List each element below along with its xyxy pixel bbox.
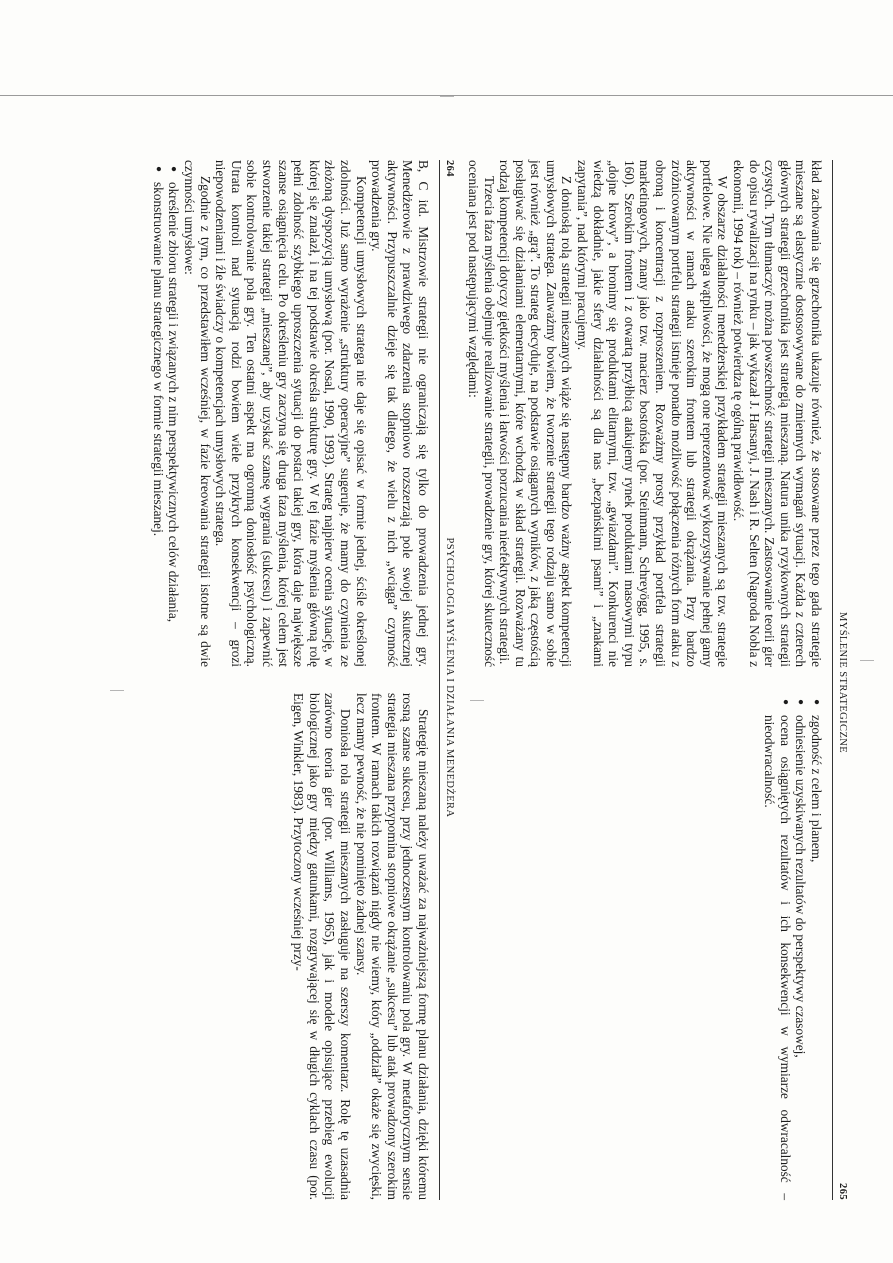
paragraph: Kompetencji umysłowych stratega nie daje się opisać w formie jednej, ściśle określonej zdolności. Już samo wyrażenie „struktury operacyjne” sugeruje, że mamy do czynienia ze złożoną dyspozycją umysłową (por. Nosal, 1990, 1993). Strateg najpierw ocenia sytuację, w której się znalazł, i na tej podstawie określa strukturę gry. W tej fazie myślenia główną rolę pełni zdolność szybkiego uproszczenia sytuacji do postaci takiej gry, która daje największe szanse osiągnięcia celu. Po określeniu gry zaczyna się druga faza myślenia, której celem jest stworzenie takiej strategii „mieszanej”, aby uzyskać szansę wygrania (sukcesu) i zapewnić sobie kontrolowanie pola gry. Ten ostatni aspekt ma ogromną doniosłość psychologiczną. Utrata kontroli nad sytuacją rodzi bowiem wiele przykrych konsekwencji – grozi niepowodzeniami i źle świadczy o kompetencjach umysłowych stratega. — [213, 160, 369, 667]
paragraph: kład zachowania się grzechotnika ukazuje również, że stosowane przez tego gada strategie mieszane są elastycznie dostosowywane do zmiennych wymagań sytuacji. Każda z czterech głównych strategii grzechotnika jest strategią mieszaną. Natura unika ryzykownych strategii czystych. Tym tłumaczyć można powszechność strategii mieszanych. Zastosowanie teorii gier do opisu rywalizacji na rynku – jak wykazał J. Harsanyi, J. Nash i R. Selten (Nagroda Nobla z ekonomii, 1994 rok) – również potwierdza tę ogólną prawidłowość. — [731, 160, 824, 667]
page-header — [832, 160, 848, 1200]
margin-mark — [440, 96, 454, 97]
list-item: ● ocena osiągniętych rezultatów i ich konsekwencji w wymiarze odwracalność – nieodwracalność. — [762, 715, 793, 1200]
margin-mark — [860, 660, 874, 661]
list-item: ● odniesienie uzyskiwanych rezultatów do perspektywy czasowej, — [793, 715, 809, 1200]
list-item: ● skonstruowanie planu strategicznego w formie strategii mieszanej. — [150, 182, 166, 667]
page-number: 264 — [444, 160, 455, 177]
left-page — [65, 160, 455, 1200]
running-head: MYŚLENIE STRATEGICZNE — [837, 611, 848, 754]
list-item: ● określenie zbioru strategii i związanych z nim perspektywicznych celów działania, — [166, 182, 182, 667]
list-item: ● zgodność z celem i planem, — [808, 715, 824, 1200]
paragraph: W obszarze działalności menedżerskiej przykładem strategii mieszanych są tzw. strategie portfelowe. Nie ulega wątpliwości, że mogą one reprezentować wykorzystywanie pełnej gamy aktywności w ramach ataku szerokim frontem lub strategii okrążania. Przy bardzo zróżnicowanym portfelu strategii istnieje ponadto możliwość połączenia różnych form ataku z obroną i koncentracji z rozproszeniem. Rozważmy prosty przykład portfela strategii marketingowych, znany jako tzw. macierz bostońska (por. Steinmann, Schreyögg, 1995, s. 160). Szerokim frontem i z otwartą przyłbicą atakujemy rynek produktami masowymi typu „dojne krowy”, a bronimy się produktami elitarnymi, tzw. „gwiazdami”. Konkurenci nie wiedzą dokładnie, jakie sfery działalności są dla nas „bezpańskimi psami” i „znakami zapytania”, nad którymi pracujemy. — [575, 160, 731, 667]
paragraph: Trzecia faza myślenia obejmuje realizowanie strategii, prowadzenie gry, której skuteczność oceniana jest pod następującymi względami: — [465, 160, 497, 667]
right-page — [458, 160, 848, 1200]
page-body — [464, 160, 824, 1200]
paragraph: Doniosła rola strategii mieszanych zasługuje na szerszy komentarz. Rolę tę uzasadnia zarówno teoria gier (por. Williams, 1965), jak i modele opisujące przebieg ewolucji biologicznej jako gry między gatunkami, rozgrywającej się w długich cyklach czasu (por. Eigen, Winkler, 1983). Przytoczony wcześniej przy- — [291, 693, 354, 1200]
paragraph: B, C itd. Mistrzowie strategii nie ograniczają się tylko do prowadzenia jednej gry. Menedżerowie z prawdziwego zdarzenia stopniowo rozszerzają pole swojej skutecznej aktywności. Przypuszczalnie dzieje się tak dlatego, że wielu z nich „wciąga” czynność prowadzenia gry. — [369, 160, 431, 667]
page-number: 265 — [837, 1183, 848, 1200]
bullet-list — [150, 160, 181, 667]
running-head: PSYCHOLOGIA MYŚLENIA I DZIAŁANIA MENEDŻERA — [444, 537, 455, 818]
paragraph: Strategię mieszaną należy uważać za najważniejszą formę planu działania, dzięki któremu rosną szanse sukcesu, przy jednoczesnym kontrolowaniu pola gry. W metaforycznym sensie strategia mieszana przypomina stopniowe okrążanie „sukcesu” lub atak prowadzony szerokim frontem. W ramach takich rozwiązań nigdy nie wiemy, który „oddział” okaże się zwycięski, lecz mamy pewność, że nie pominięto żadnej szansy. — [353, 693, 431, 1200]
paragraph: Z doniosłą rolą strategii mieszanych wiąże się następny bardzo ważny aspekt kompetencji umysłowych stratega. Zauważmy bowiem, że tworzenie strategii tego rodzaju samo w sobie jest również „grą”. To strateg decyduje, na podstawie osiąganych wyników, z jaką częstością posługiwać się działaniami elementarnymi, które wchodzą w skład strategii. Rozważany tu rodzaj kompetencji dotyczy giętkości myślenia i łatwości porzucania nieefektywnych strategii. — [497, 160, 575, 667]
bullet-list — [762, 693, 824, 1200]
paragraph: Zgodnie z tym, co przedstawiłem wcześniej, w fazie kreowania strategii istotne są dwie czynności umysłowe: — [182, 160, 213, 667]
page-header — [439, 160, 455, 1200]
page-body — [71, 160, 431, 1200]
